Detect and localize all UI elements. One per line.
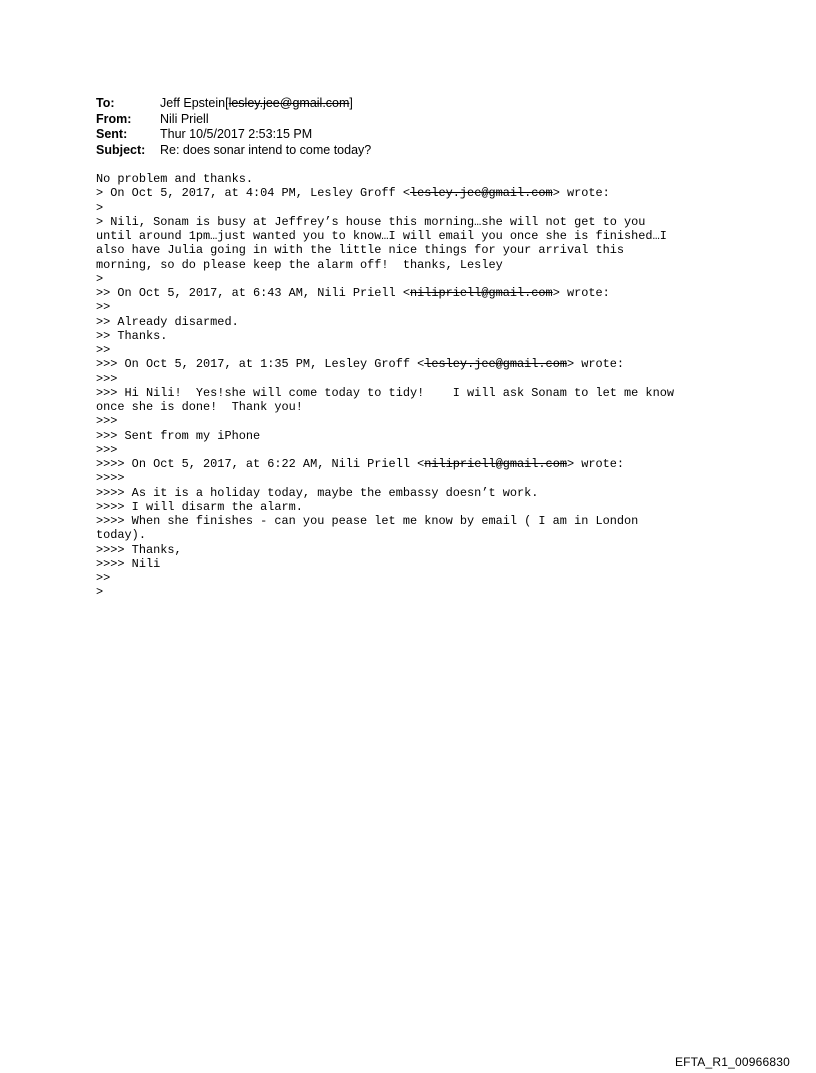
- body-line: [96, 585, 736, 599]
- body-text: >>> On Oct 5, 2017, at 1:35 PM, Lesley Groff <: [96, 357, 425, 372]
- body-line: [96, 343, 736, 357]
- email-body: [96, 172, 736, 600]
- body-line: [96, 471, 736, 485]
- body-line: [96, 528, 736, 542]
- body-line: [96, 400, 736, 414]
- body-text: No problem and thanks.: [96, 172, 253, 186]
- body-line: [96, 201, 736, 215]
- body-line: [96, 372, 736, 386]
- body-text: today).: [96, 528, 146, 543]
- body-text: >>>> On Oct 5, 2017, at 6:22 AM, Nili Priell <: [96, 457, 425, 471]
- body-text: >>>>: [96, 471, 125, 486]
- body-text: >>>> Thanks,: [96, 542, 182, 557]
- body-line: [96, 514, 736, 528]
- body-text: > wrote:: [566, 457, 625, 471]
- redacted-email: nilipriell@gmail.com: [409, 286, 553, 300]
- sent-row: [96, 127, 371, 143]
- body-line: [96, 571, 736, 585]
- body-text: morning, so do please keep the alarm off! thanks, Lesley: [96, 257, 503, 272]
- body-text: >> Already disarmed.: [96, 314, 239, 329]
- body-line: [96, 229, 736, 243]
- from-value: Nili Priell: [160, 111, 209, 126]
- body-line: [96, 386, 736, 400]
- body-text: >>>: [96, 414, 118, 429]
- body-line: [96, 272, 736, 286]
- body-line: [96, 286, 736, 300]
- email-header: [96, 96, 371, 158]
- body-text: >>>: [96, 371, 118, 386]
- body-line: [96, 429, 736, 443]
- body-text: >>: [96, 343, 111, 357]
- body-text: >>: [96, 571, 111, 585]
- body-text: >> On Oct 5, 2017, at 6:43 AM, Nili Priell <: [96, 286, 410, 300]
- redacted-email: nilipriell@gmail.com: [424, 457, 567, 471]
- body-line: [96, 443, 736, 457]
- body-line: [96, 414, 736, 428]
- subject-label: Subject:: [96, 142, 146, 157]
- body-line: [96, 329, 736, 343]
- body-line: [96, 186, 736, 200]
- body-text: >>>> I will disarm the alarm.: [96, 499, 303, 514]
- body-line: [96, 543, 736, 557]
- body-line: [96, 215, 736, 229]
- body-text: >>> Hi Nili! Yes!she will come today to tidy! I will ask Sonam to let me know: [96, 385, 674, 400]
- sent-value: Thur 10/5/2017 2:53:15 PM: [160, 127, 313, 141]
- body-text: >>>: [96, 442, 118, 457]
- to-label: To:: [96, 96, 115, 110]
- to-row: [96, 96, 371, 112]
- body-line: [96, 500, 736, 514]
- body-line: [96, 357, 736, 371]
- body-line: [96, 557, 736, 571]
- body-text: once she is done! Thank you!: [96, 400, 303, 414]
- redacted-email: lesley.jee@gmail.com: [409, 186, 553, 201]
- body-text: > Nili, Sonam is busy at Jeffrey’s house this morning…she will not get to you: [96, 214, 646, 229]
- body-text: > On Oct 5, 2017, at 4:04 PM, Lesley Groff <: [96, 186, 410, 201]
- body-text: >>: [96, 300, 111, 315]
- body-text: >: [96, 585, 104, 600]
- body-line: [96, 315, 736, 329]
- body-text: > wrote:: [552, 186, 610, 201]
- redacted-email: lesley.jee@gmail.com: [424, 357, 567, 372]
- document-id: EFTA_R1_00966830: [674, 1055, 790, 1069]
- to-email-redacted: lesley.jee@gmail.com: [228, 96, 350, 110]
- body-text: also have Julia going in with the little nice things for your arrival this: [96, 243, 625, 258]
- body-line: [96, 300, 736, 314]
- body-text: >>>> As it is a holiday today, maybe the embassy doesn’t work.: [96, 485, 539, 500]
- body-text: > wrote:: [552, 286, 610, 300]
- body-text: >> Thanks.: [96, 328, 168, 343]
- body-line: [96, 258, 736, 272]
- body-text: >>>> Nili: [96, 556, 161, 571]
- from-label: From:: [96, 111, 132, 126]
- from-row: [96, 112, 371, 128]
- to-value: [160, 96, 353, 112]
- to-bracket-close: ]: [349, 96, 353, 110]
- body-line: [96, 457, 736, 471]
- subject-value: Re: does sonar intend to come today?: [160, 142, 372, 157]
- body-text: > wrote:: [566, 357, 625, 372]
- body-text: >: [96, 200, 104, 215]
- body-text: >: [96, 271, 104, 286]
- body-line: [96, 243, 736, 257]
- subject-row: [96, 143, 371, 159]
- to-name: Jeff Epstein: [160, 96, 226, 110]
- to-bracket-open: [: [225, 96, 229, 110]
- body-line: [96, 486, 736, 500]
- body-text: until around 1pm…just wanted you to know…I will email you once she is finished…I: [96, 229, 667, 243]
- body-text: >>> Sent from my iPhone: [96, 428, 261, 443]
- sent-label: Sent:: [96, 127, 128, 141]
- body-line: [96, 172, 736, 186]
- body-text: >>>> When she finishes - can you pease let me know by email ( I am in London: [96, 514, 639, 528]
